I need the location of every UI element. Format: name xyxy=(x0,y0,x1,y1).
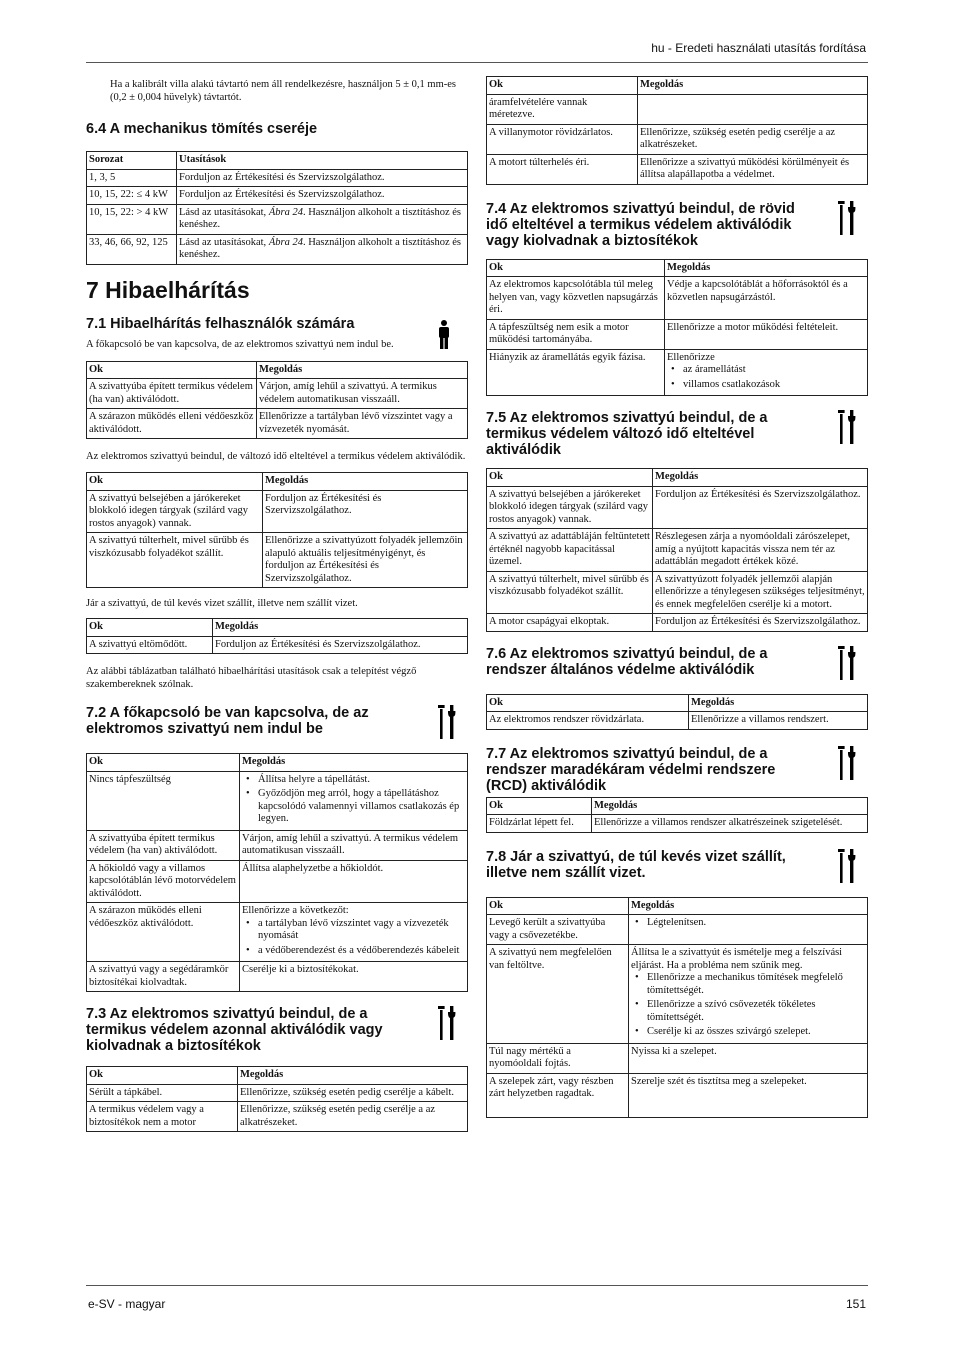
table-cell xyxy=(240,771,468,830)
table-cell: Nyissa ki a szelepet. xyxy=(629,1043,868,1073)
section-7-5-title: 7.5 Az elektromos szivattyú beindul, de a termikus védelem változó idő elteltével aktiválódik xyxy=(486,410,868,458)
table-cell: Ellenőrizze a következőt: • a tartályban lévő vízszintet vagy a vízvezeték nyomását • a védőberendezést és a védőberendezés kábeleit xyxy=(240,903,468,962)
table-cell: Várjon, amíg lehűl a szivattyú. A termikus védelem automatikusan visszaáll. xyxy=(257,379,468,409)
table-cell: Nincs tápfeszültség xyxy=(87,771,240,830)
table-cell: 33, 46, 66, 92, 125 xyxy=(87,234,177,264)
table-row xyxy=(87,830,468,860)
table-header-cell: Ok xyxy=(487,77,638,95)
bullet-item: • Győződjön meg arról, hogy a tápellátáshoz kapcsolódó valamennyi villamos csatlakozás ép legyen. xyxy=(242,788,465,826)
table-cell: Ellenőrizze, szükség esetén pedig cserélje a az alkatrészeket. xyxy=(238,1102,468,1132)
th-series: Sorozat xyxy=(87,152,177,170)
table-header-cell: Megoldás xyxy=(240,754,468,772)
table-cell: 10, 15, 22: > 4 kW xyxy=(87,204,177,234)
table-row xyxy=(87,1102,468,1132)
table-cell: A hőkioldó vagy a villamos kapcsolótáblán lévő motorvédelem aktiválódott. xyxy=(87,860,240,903)
table-cell: Cserélje ki a biztosítékokat. xyxy=(240,962,468,992)
table-cell: Ellenőrizze a villamos rendszert. xyxy=(689,712,868,730)
table-cell: 10, 15, 22: ≤ 4 kW xyxy=(87,187,177,205)
table-header-cell: Ok xyxy=(487,694,689,712)
table-row xyxy=(87,361,468,379)
left-column xyxy=(86,76,468,1132)
s71-table-1 xyxy=(86,361,468,440)
s71-p3: Jár a szivattyú, de túl kevés vizet szállít, illetve nem szállít vizet. xyxy=(86,598,358,609)
table-cell: A szivattyú belsejében a járókereket blokkoló idegen tárgyak (szilárd vagy rostos anyagok) vannak. xyxy=(87,490,263,533)
table-header-cell: Megoldás xyxy=(213,619,468,637)
table-row xyxy=(487,319,868,349)
s78-table xyxy=(486,897,868,1118)
table-cell: A szárazon működés elleni védőeszköz aktiválódott. xyxy=(87,409,257,439)
table-cell: Hiányzik az áramellátás egyik fázisa. xyxy=(487,349,665,396)
footer-rule xyxy=(86,1285,868,1286)
table-row xyxy=(87,771,468,830)
table-row xyxy=(487,154,868,184)
tools-icon xyxy=(438,1006,456,1040)
table-row xyxy=(487,277,868,320)
table-header-cell: Megoldás xyxy=(238,1067,468,1085)
section-6-4-title: 6.4 A mechanikus tömítés cseréje xyxy=(86,121,318,137)
table-row xyxy=(487,1073,868,1117)
table-row xyxy=(487,897,868,915)
section-7-8-title: 7.8 Jár a szivattyú, de túl kevés vizet szállít, illetve nem szállít vizet. xyxy=(486,849,868,883)
footer-doc-name: e-SV - magyar xyxy=(88,1297,166,1311)
table-cell: A villanymotor rövidzárlatos. xyxy=(487,124,638,154)
s72-table xyxy=(86,753,468,992)
table-header-cell: Megoldás xyxy=(629,897,868,915)
bullet-item: • a tartályban lévő vízszintet vagy a vízvezeték nyomását xyxy=(242,918,465,943)
table-row xyxy=(487,915,868,945)
table-row xyxy=(87,409,468,439)
user-icon xyxy=(438,320,450,350)
table-row xyxy=(87,234,468,264)
table-row xyxy=(487,469,868,487)
table-cell: Ellenőrizze • az áramellátást • villamos csatlakozások xyxy=(665,349,868,396)
bullet-item: • a védőberendezést és a védőberendezés kábeleit xyxy=(242,945,465,958)
table-cell: A szivattyú eltömődött. xyxy=(87,636,213,654)
table-cell: A motor csapágyai elkoptak. xyxy=(487,614,653,632)
tools-icon xyxy=(438,705,456,739)
table-cell: A szivattyúba épített termikus védelem (ha van) aktiválódott. xyxy=(87,379,257,409)
table-row xyxy=(487,797,868,815)
table-cell: Állítsa le a szivattyút és ismételje meg a felszívási eljárást. Ha a probléma nem szűnik meg. • Ellenőrizze a mechanikus tömítések megfelelő tömítettségét. • Ellenőrizze a szívó csővezeték tökéletes tömítettségét. • Cserélje ki az összes szivárgó szelepet. xyxy=(629,945,868,1044)
seal-table xyxy=(86,151,468,265)
table-header-cell: Megoldás xyxy=(653,469,868,487)
s74-table xyxy=(486,259,868,397)
table-row xyxy=(487,571,868,614)
table-row xyxy=(487,529,868,572)
table-cell: A szárazon működés elleni védőeszköz aktiválódott. xyxy=(87,903,240,962)
table-row xyxy=(487,712,868,730)
table-row xyxy=(487,259,868,277)
bullet-item: • Állítsa helyre a tápellátást. xyxy=(242,774,465,787)
table-header-cell: Ok xyxy=(87,1067,238,1085)
th-instructions: Utasítások xyxy=(177,152,468,170)
table-header-cell: Ok xyxy=(487,797,592,815)
table-cell: Ellenőrizze, szükség esetén pedig cserélje a az alkatrészeket. xyxy=(638,124,868,154)
table-header-cell: Ok xyxy=(487,469,653,487)
table-cell: Állítsa alaphelyzetbe a hőkioldót. xyxy=(240,860,468,903)
s77-table xyxy=(486,797,868,833)
header-rule xyxy=(86,62,868,63)
table-cell: Részlegesen zárja a nyomóoldali zárószelepet, amíg a nyújtott kapacitás vissza nem tér az adattáblán megadott értékek közé. xyxy=(653,529,868,572)
table-row xyxy=(87,204,468,234)
bullet-item: • Cserélje ki az összes szivárgó szelepet. xyxy=(631,1026,865,1039)
table-row xyxy=(487,349,868,396)
chapter-7-title: 7 Hibaelhárítás xyxy=(86,276,250,303)
table-cell: Földzárlat lépett fel. xyxy=(487,815,592,833)
table-row xyxy=(87,187,468,205)
table-cell: áramfelvételére vannak méretezve. xyxy=(487,94,638,124)
table-header-cell: Megoldás xyxy=(689,694,868,712)
section-7-1-title: 7.1 Hibaelhárítás felhasználók számára xyxy=(86,315,355,332)
table-cell: A szivattyú vagy a segédáramkör biztosítékai kiolvadtak. xyxy=(87,962,240,992)
table-cell: Ellenőrizze a motor működési feltételeit. xyxy=(665,319,868,349)
table-cell: Védje a kapcsolótáblát a hőforrásoktól és a közvetlen napsugárzástól. xyxy=(665,277,868,320)
table-row xyxy=(87,1084,468,1102)
table-row xyxy=(87,903,468,962)
table-cell: Az elektromos rendszer rövidzárlata. xyxy=(487,712,689,730)
page-header: hu - Eredeti használati utasítás fordítása xyxy=(651,41,866,55)
table-row xyxy=(87,169,468,187)
table-cell: Forduljon az Értékesítési és Szervizszolgálathoz. xyxy=(653,614,868,632)
table-row xyxy=(487,94,868,124)
s75-table xyxy=(486,468,868,632)
table-row xyxy=(487,815,868,833)
section-7-6-title: 7.6 Az elektromos szivattyú beindul, de a rendszer általános védelme aktiválódik xyxy=(486,646,868,680)
table-row xyxy=(487,124,868,154)
table-cell: Várjon, amíg lehűl a szivattyú. A termikus védelem automatikusan visszaáll. xyxy=(240,830,468,860)
table-cell: A szivattyú belsejében a járókereket blokkoló idegen tárgyak (szilárd vagy rostos anyagok) vannak. xyxy=(487,486,653,529)
table-row xyxy=(487,694,868,712)
table-cell: A szivattyú túlterhelt, mivel sűrűbb és viszkózusabb folyadékot szállít. xyxy=(87,533,263,588)
table-cell: Ellenőrizze a szivattyúzott folyadék jellemzőin alapuló aktuális teljesítményigényt, és forduljon az Értékesítési és Szervizszolgálathoz. xyxy=(263,533,468,588)
table-row xyxy=(487,614,868,632)
tools-icon xyxy=(838,410,856,444)
intro-note: Ha a kalibrált villa alakú távtartó nem áll rendelkezésre, használjon 5 ± 0,1 mm-es (0,2 ± 0,004 hüvelyk) távtartót. xyxy=(110,79,457,103)
table-row xyxy=(487,1043,868,1073)
table-row xyxy=(87,152,468,170)
table-row xyxy=(87,636,468,654)
table-header-cell: Ok xyxy=(87,361,257,379)
tools-icon xyxy=(838,746,856,780)
table-cell xyxy=(629,915,868,945)
bullet-item: • villamos csatlakozások xyxy=(667,379,865,392)
s71-p2: Az elektromos szivattyú beindul, de változó idő elteltével a termikus védelem aktiválódik. xyxy=(86,451,466,462)
table-row xyxy=(87,860,468,903)
table-cell: A szelepek zárt, vagy részben zárt helyzetben ragadtak. xyxy=(487,1073,629,1117)
table-cell: A szivattyú túlterhelt, mivel sűrűbb és viszkózusabb folyadékot szállít. xyxy=(487,571,653,614)
table-cell: Levegő került a szivattyúba vagy a csővezetékbe. xyxy=(487,915,629,945)
table-row xyxy=(87,379,468,409)
s73-table xyxy=(86,1066,468,1132)
s71-table-3 xyxy=(86,618,468,654)
table-cell: Szerelje szét és tisztítsa meg a szelepeket. xyxy=(629,1073,868,1117)
section-7-2-title: 7.2 A főkapcsoló be van kapcsolva, de az elektromos szivattyú nem indul be xyxy=(86,705,468,739)
tools-icon xyxy=(838,849,856,883)
table-row xyxy=(487,77,868,95)
table-cell: Sérült a tápkábel. xyxy=(87,1084,238,1102)
table-cell: Ellenőrizze a villamos rendszer alkatrészeinek szigetelését. xyxy=(592,815,868,833)
s71-table-2 xyxy=(86,472,468,588)
table-cell: Forduljon az Értékesítési és Szervizszolgálathoz. xyxy=(653,486,868,529)
table-header-cell: Megoldás xyxy=(592,797,868,815)
table-row xyxy=(87,619,468,637)
table-cell: Forduljon az Értékesítési és Szervizszolgálathoz. xyxy=(177,187,468,205)
table-row xyxy=(87,533,468,588)
table-header-cell: Ok xyxy=(487,897,629,915)
table-header-cell: Ok xyxy=(487,259,665,277)
table-cell: A termikus védelem vagy a biztosítékok nem a motor xyxy=(87,1102,238,1132)
table-cell: Lásd az utasításokat, Ábra 24. Használjon alkoholt a tisztításhoz és kenéshez. xyxy=(177,234,468,264)
table-cell: Lásd az utasításokat, Ábra 24. Használjon alkoholt a tisztításhoz és kenéshez. xyxy=(177,204,468,234)
table-row xyxy=(87,962,468,992)
table-header-cell: Ok xyxy=(87,754,240,772)
tools-icon xyxy=(838,646,856,680)
table-cell: Ellenőrizze, szükség esetén pedig cserélje a kábelt. xyxy=(238,1084,468,1102)
bullet-item: • Ellenőrizze a mechanikus tömítések megfelelő tömítettségét. xyxy=(631,972,865,997)
table-cell: Forduljon az Értékesítési és Szervizszolgálathoz. xyxy=(177,169,468,187)
s76-table xyxy=(486,694,868,730)
table-row xyxy=(87,490,468,533)
table-row xyxy=(487,945,868,1044)
page-number: 151 xyxy=(845,1297,866,1311)
bullet-item: • Ellenőrizze a szívó csővezeték tökéletes tömítettségét. xyxy=(631,999,865,1024)
table-row xyxy=(487,486,868,529)
table-cell: A szivattyú az adattábláján feltüntetett értéknél nagyobb kapacitással üzemel. xyxy=(487,529,653,572)
table-cell: Forduljon az Értékesítési és Szervizszolgálathoz. xyxy=(263,490,468,533)
table-cell: A motort túlterhelés éri. xyxy=(487,154,638,184)
table-cell: Forduljon az Értékesítési és Szervizszolgálathoz. xyxy=(213,636,468,654)
bullet-item: • az áramellátást xyxy=(667,364,865,377)
table-header-cell: Megoldás xyxy=(638,77,868,95)
table-header-cell: Ok xyxy=(87,619,213,637)
table-cell: Az elektromos kapcsolótábla túl meleg helyen van, vagy közvetlen napsugárzás éri. xyxy=(487,277,665,320)
table-header-cell: Ok xyxy=(87,473,263,491)
table-cell: 1, 3, 5 xyxy=(87,169,177,187)
table-header-cell: Megoldás xyxy=(665,259,868,277)
right-column xyxy=(486,76,868,1118)
table-header-cell: Megoldás xyxy=(263,473,468,491)
section-7-4-title: 7.4 Az elektromos szivattyú beindul, de rövid idő elteltével a termikus védelem aktiválódik vagy kiolvadnak a biztosítékok xyxy=(486,201,868,249)
table-cell: Ellenőrizze a szivattyú működési körülményeit és állítsa alapállapotba a védelmet. xyxy=(638,154,868,184)
table-cell xyxy=(638,94,868,124)
s71-p4: Az alábbi táblázatban található hibaelhárítási utasítások csak a telepítést végző szakembereknek szólnak. xyxy=(86,666,417,690)
section-7-3-title: 7.3 Az elektromos szivattyú beindul, de a termikus védelem azonnal aktiválódik vagy kiolvadnak a biztosítékok xyxy=(86,1006,468,1054)
table-row xyxy=(87,473,468,491)
table-row xyxy=(87,754,468,772)
tools-icon xyxy=(838,201,856,235)
s71-p1: A főkapcsoló be van kapcsolva, de az elektromos szivattyú nem indul be. xyxy=(86,338,394,350)
table-cell: A tápfeszültség nem esik a motor működési tartományába. xyxy=(487,319,665,349)
table-cell: A szivattyúba épített termikus védelem (ha van) aktiválódott. xyxy=(87,830,240,860)
table-cell: A szivattyúzott folyadék jellemzői alapján ellenőrizze a ténylegesen szükséges teljesítményt, és ennek megfelelően cserélje ki a motort. xyxy=(653,571,868,614)
table-cell: Túl nagy mértékű a nyomóoldali fojtás. xyxy=(487,1043,629,1073)
table-cell: Ellenőrizze a tartályban lévő vízszintet vagy a vízvezeték nyomását. xyxy=(257,409,468,439)
bullet-item: • Légtelenítsen. xyxy=(631,917,865,930)
table-row xyxy=(87,1067,468,1085)
table-cell: A szivattyú nem megfelelően van feltöltve. xyxy=(487,945,629,1044)
section-7-7-title: 7.7 Az elektromos szivattyú beindul, de a rendszer maradékáram védelmi rendszere (RCD) aktiválódik xyxy=(486,746,868,794)
s73-table-continued xyxy=(486,76,868,185)
table-header-cell: Megoldás xyxy=(257,361,468,379)
